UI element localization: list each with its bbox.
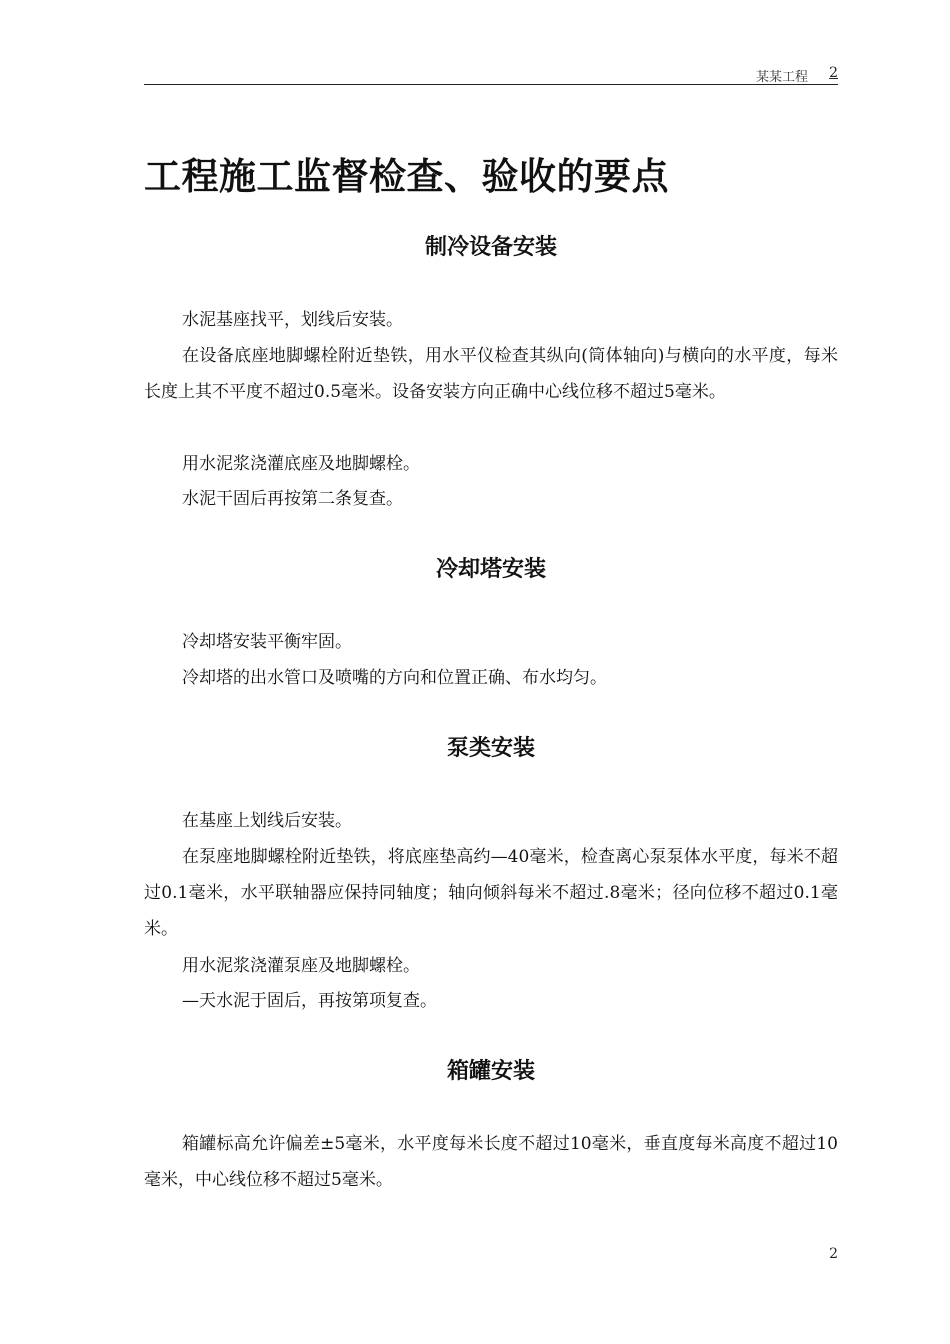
paragraph: 箱罐标高允许偏差±5毫米，水平度每米长度不超过10毫米，垂直度每米高度不超过10毫米，中心线位移不超过5毫米。 bbox=[144, 1134, 838, 1190]
paragraph: 在设备底座地脚螺栓附近垫铁，用水平仪检查其纵向(筒体轴向)与横向的水平度，每米长度上其不平度不超过0.5毫米。设备安装方向正确中心线位移不超过5毫米。 bbox=[144, 346, 838, 402]
paragraph: 在基座上划线后安装。 bbox=[182, 811, 352, 831]
paragraph: 在泵座地脚螺栓附近垫铁，将底座垫高约—40毫米，检查离心泵泵体水平度，每米不超过0.1毫米，水平联轴器应保持同轴度；轴向倾斜每米不超过.8毫米；径向位移不超过0.1毫米。 bbox=[144, 847, 838, 939]
footer-page-number: 2 bbox=[829, 1246, 838, 1262]
paragraph: 用水泥浆浇灌泵座及地脚螺栓。 bbox=[182, 956, 420, 976]
section-heading-refrigeration: 制冷设备安装 bbox=[424, 235, 557, 260]
paragraph: 水泥基座找平，划线后安装。 bbox=[182, 310, 403, 330]
header-page-number: 2 bbox=[829, 65, 838, 81]
section-heading-pumps: 泵类安装 bbox=[446, 736, 535, 761]
paragraph: 冷却塔安装平衡牢固。 bbox=[182, 632, 352, 652]
paragraph: 水泥干固后再按第二条复查。 bbox=[182, 489, 403, 509]
section-heading-tanks: 箱罐安装 bbox=[446, 1059, 535, 1084]
page-header bbox=[144, 62, 838, 85]
document-title: 工程施工监督检查、验收的要点 bbox=[144, 155, 669, 198]
paragraph: 冷却塔的出水管口及喷嘴的方向和位置正确、布水均匀。 bbox=[182, 668, 607, 688]
paragraph: 用水泥浆浇灌底座及地脚螺栓。 bbox=[182, 454, 420, 474]
header-title: 某某工程 bbox=[755, 70, 808, 85]
paragraph: —天水泥于固后，再按第项复查。 bbox=[182, 991, 437, 1011]
section-heading-cooling-tower: 冷却塔安装 bbox=[435, 557, 546, 582]
